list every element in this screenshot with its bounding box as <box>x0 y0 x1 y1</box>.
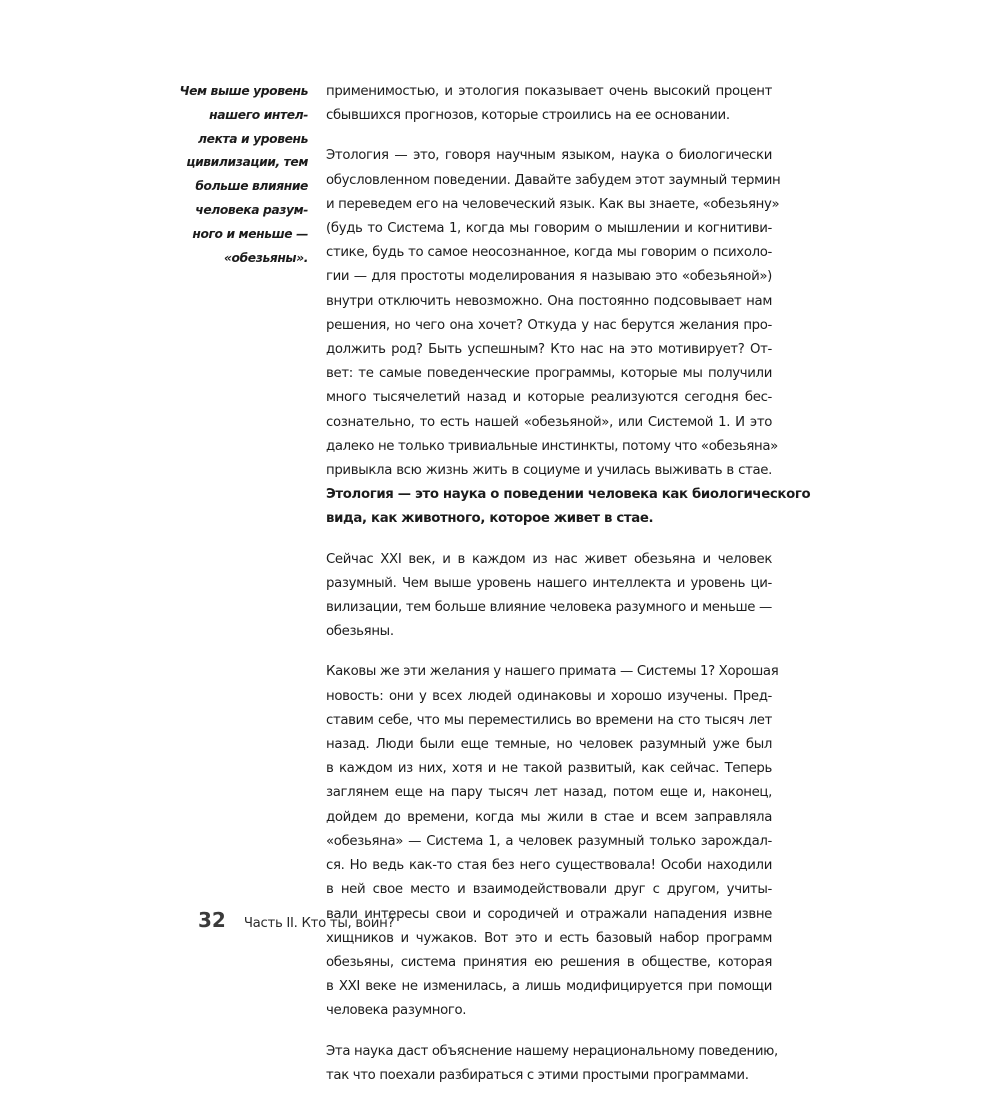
text-line: разумный. Чем выше уровень нашего интеллекта и уровень ци- <box>326 575 772 591</box>
text-line: внутри отключить невозможно. Она постоянно подсовывает нам <box>326 293 772 309</box>
text-line: в каждом из них, хотя и не такой развитый, как сейчас. Теперь <box>326 761 772 777</box>
paragraph-2 <box>326 144 811 531</box>
text-line: обезьяны. <box>326 624 394 640</box>
text-line: человека разумного. <box>326 1003 467 1019</box>
margin-note-line: нашего интел- <box>209 107 308 122</box>
text-line: заглянем еще на пару тысяч лет назад, потом еще и, наконец, <box>326 785 772 801</box>
text-line: Сейчас XXI век, и в каждом из нас живет обезьяна и человек <box>326 551 772 567</box>
running-head: Часть II. Кто ты, воин? <box>243 916 395 931</box>
text-line: (будь то Система 1, когда мы говорим о мышлении и когнитиви- <box>326 221 772 237</box>
paragraph-5 <box>326 1040 778 1088</box>
margin-note-line: человека разум- <box>195 202 308 217</box>
text-line: ся. Но ведь как-то стая без него существовала! Особи находили <box>326 858 772 874</box>
text-line: применимостью, и этология показывает очень высокий процент <box>326 84 772 99</box>
text-line: решения, но чего она хочет? Откуда у нас берутся желания про- <box>326 317 772 333</box>
bold-definition-line: Этология — это наука о поведении человека как биологического <box>326 487 811 503</box>
paragraph-4 <box>326 660 779 1023</box>
bold-definition-line: вида, как животного, которое живет в стае. <box>326 511 654 527</box>
margin-note-line: больше влияние <box>195 179 308 194</box>
margin-note-line: лекта и уровень <box>198 131 308 146</box>
text-line: гии — для простоты моделирования я называю это «обезьяной») <box>326 269 772 285</box>
text-line: обусловленном поведении. Давайте забудем этот заумный термин <box>326 172 781 188</box>
text-line: в ней свое место и взаимодействовали друг с другом, учиты- <box>326 882 772 898</box>
text-line: обезьяны, система принятия ею решения в обществе, которая <box>326 954 772 970</box>
text-line: стике, будь то самое неосознанное, когда мы говорим о психоло- <box>326 245 772 261</box>
text-line: и переведем его на человеческий язык. Как вы знаете, «обезьяну» <box>326 196 780 212</box>
text-line: много тысячелетий назад и которые реализуются сегодня бес- <box>326 390 772 406</box>
text-line: вет: те самые поведенческие программы, которые мы получили <box>326 366 772 382</box>
margin-note-line: ного и меньше — <box>192 226 308 241</box>
text-line: должить род? Быть успешным? Кто нас на это мотивирует? От- <box>326 342 772 358</box>
text-line: Этология — это, говоря научным языком, наука о биологически <box>326 148 772 164</box>
text-line: хищников и чужаков. Вот это и есть базовый набор программ <box>326 930 772 946</box>
text-line: Каковы же эти желания у нашего примата — Системы 1? Хорошая <box>326 664 779 680</box>
text-line: так что поехали разбираться с этими простыми программами. <box>326 1067 749 1083</box>
main-text <box>326 80 811 1104</box>
text-line: вилизации, тем больше влияние человека разумного и меньше — <box>326 600 772 616</box>
margin-note-line: «обезьяны». <box>223 250 308 265</box>
paragraph-1 <box>326 80 772 128</box>
text-line: привыкла всю жизнь жить в социуме и училась выживать в стае. <box>326 463 772 479</box>
margin-note-line: цивилизации, тем <box>186 155 308 170</box>
page-number: 32 <box>198 908 226 932</box>
margin-note <box>150 80 308 270</box>
paragraph-3 <box>326 548 772 645</box>
text-line: дойдем до времени, когда мы жили в стае и всем заправляла <box>326 809 772 825</box>
text-line: Эта наука даст объяснение нашему нерациональному поведению, <box>326 1043 778 1059</box>
text-line: в XXI веке не изменилась, а лишь модифицируется при помощи <box>326 979 772 995</box>
text-line: сознательно, то есть нашей «обезьяной», или Системой 1. И это <box>326 414 772 430</box>
page-footer <box>198 908 394 938</box>
text-line: «обезьяна» — Система 1, а человек разумный только зарождал- <box>326 833 772 849</box>
margin-note-line: Чем выше уровень <box>179 84 308 98</box>
text-line: вали интересы свои и сородичей и отражали нападения извне <box>326 906 772 922</box>
text-line: назад. Люди были еще темные, но человек разумный уже был <box>326 737 772 753</box>
text-line: далеко не только тривиальные инстинкты, потому что «обезьяна» <box>326 438 778 454</box>
text-line: сбывшихся прогнозов, которые строились на ее основании. <box>326 108 730 124</box>
text-line: новость: они у всех людей одинаковы и хорошо изучены. Пред- <box>326 688 772 704</box>
text-line: ставим себе, что мы переместились во времени на сто тысяч лет <box>326 712 772 728</box>
